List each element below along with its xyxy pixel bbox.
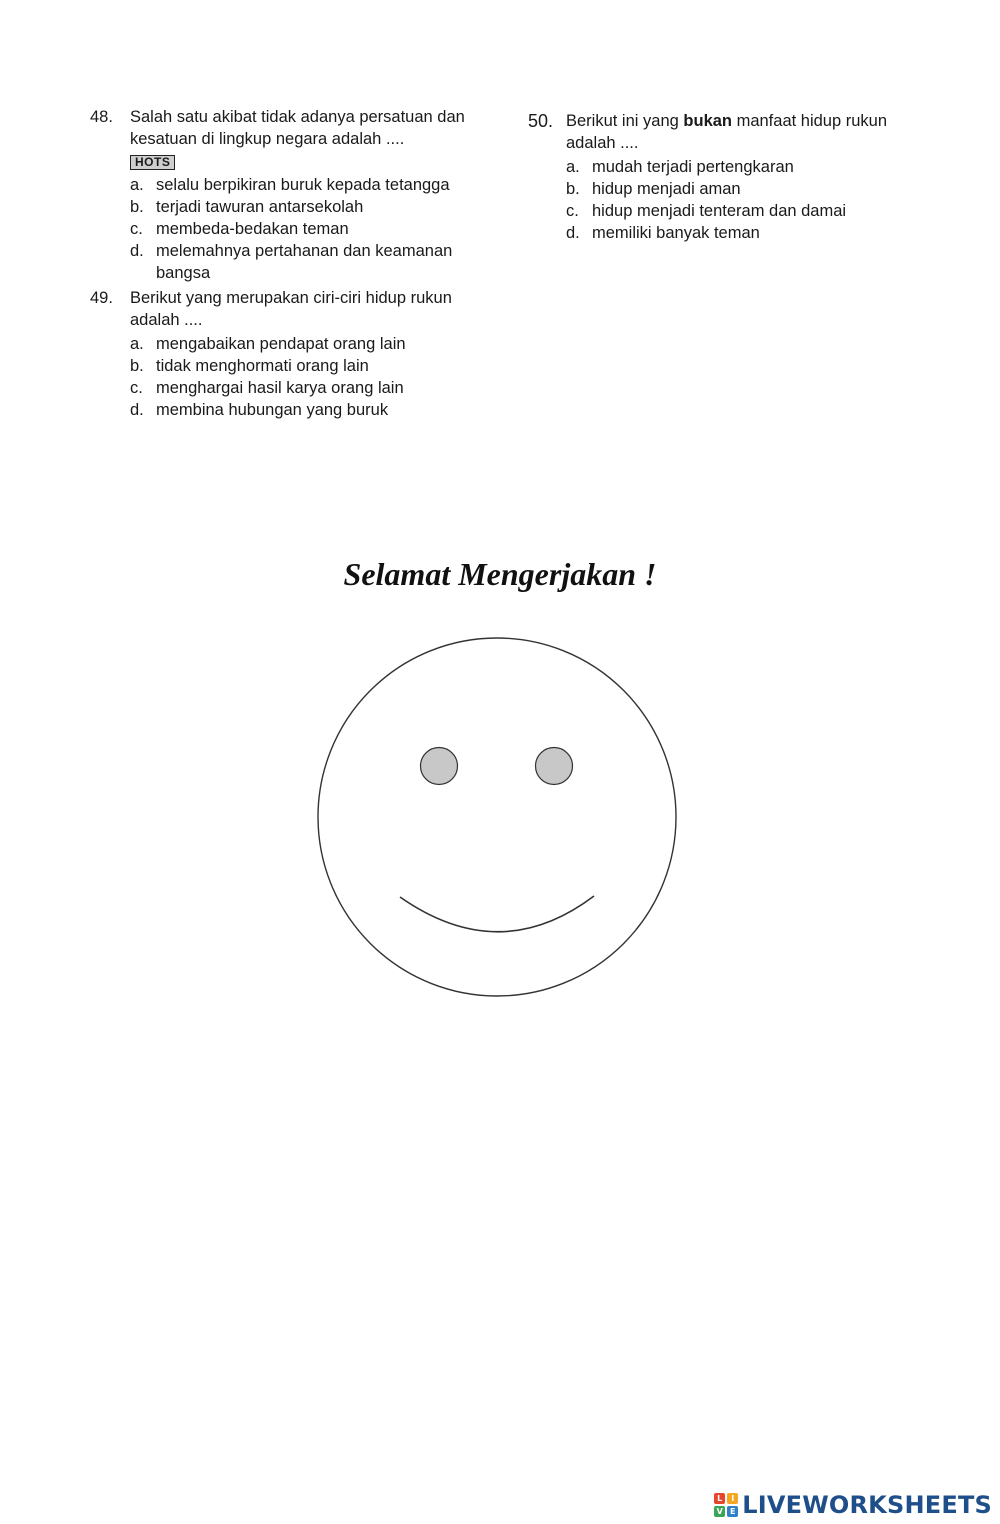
option-a <box>86 333 506 355</box>
option-letter: a. <box>130 335 144 353</box>
option-text: mengabaikan pendapat orang lain <box>156 335 406 353</box>
question-50-stem <box>524 110 936 154</box>
option-b <box>86 355 506 377</box>
option-c <box>86 218 506 240</box>
option-letter: b. <box>130 357 144 375</box>
option-c <box>86 377 506 399</box>
option-text: memiliki banyak teman <box>592 224 760 242</box>
option-text: membeda-bedakan teman <box>156 220 349 238</box>
question-50 <box>524 110 964 244</box>
smiley-face-icon <box>310 635 690 1005</box>
option-text: selalu berpikiran buruk kepada tetangga <box>156 176 450 194</box>
option-b <box>524 178 964 200</box>
option-c <box>524 200 964 222</box>
question-text-emphasis: bukan <box>683 112 732 130</box>
options-list <box>524 156 964 244</box>
option-text: tidak menghormati orang lain <box>156 357 369 375</box>
question-49-stem <box>86 287 480 331</box>
option-text: hidup menjadi tenteram dan damai <box>592 202 847 220</box>
question-text: Salah satu akibat tidak adanya persatuan dan kesatuan di lingkup negara adalah .... <box>130 108 465 148</box>
option-letter: a. <box>130 176 144 194</box>
logo-tile: V <box>714 1506 725 1517</box>
option-text: membina hubungan yang buruk <box>156 401 389 419</box>
question-48 <box>86 106 506 284</box>
option-d <box>86 240 506 284</box>
question-text <box>566 112 887 152</box>
question-text: Berikut yang merupakan ciri-ciri hidup rukun adalah .... <box>130 289 452 329</box>
question-number: 49. <box>90 289 113 307</box>
question-number: 50. <box>528 111 554 131</box>
question-text-part: manfaat hidup rukun adalah .... <box>566 112 888 152</box>
option-a <box>524 156 964 178</box>
right-eye <box>536 748 573 785</box>
option-letter: d. <box>130 401 144 419</box>
liveworksheets-brand <box>714 1490 992 1520</box>
option-d <box>86 399 506 421</box>
option-text: menghargai hasil karya orang lain <box>156 379 404 397</box>
liveworksheets-logo-icon <box>714 1493 738 1517</box>
logo-tile: L <box>714 1493 725 1504</box>
option-letter: a. <box>566 158 580 176</box>
hots-badge: HOTS <box>130 155 175 170</box>
closing-message: Selamat Mengerjakan ! <box>343 556 657 592</box>
option-letter: d. <box>130 242 144 260</box>
option-a <box>86 174 506 196</box>
question-text-part: Berikut ini yang <box>566 112 684 130</box>
option-b <box>86 196 506 218</box>
option-d <box>524 222 964 244</box>
option-letter: c. <box>130 220 143 238</box>
logo-tile: I <box>727 1493 738 1504</box>
face-outline <box>318 638 676 996</box>
options-list <box>86 333 506 421</box>
question-48-stem <box>86 106 506 172</box>
smile-mouth <box>400 896 594 932</box>
question-number: 48. <box>90 108 113 126</box>
option-text: mudah terjadi pertengkaran <box>592 158 794 176</box>
option-letter: d. <box>566 224 580 242</box>
option-letter: b. <box>130 198 144 216</box>
option-letter: b. <box>566 180 580 198</box>
question-49 <box>86 287 506 421</box>
option-text: melemahnya pertahanan dan keamanan bangsa <box>156 242 453 282</box>
brand-name: LIVEWORKSHEETS <box>742 1491 992 1519</box>
option-text: hidup menjadi aman <box>592 180 741 198</box>
option-text: terjadi tawuran antarsekolah <box>156 198 364 216</box>
logo-tile: E <box>727 1506 738 1517</box>
options-list <box>86 174 506 284</box>
left-eye <box>421 748 458 785</box>
option-letter: c. <box>130 379 143 397</box>
option-letter: c. <box>566 202 579 220</box>
